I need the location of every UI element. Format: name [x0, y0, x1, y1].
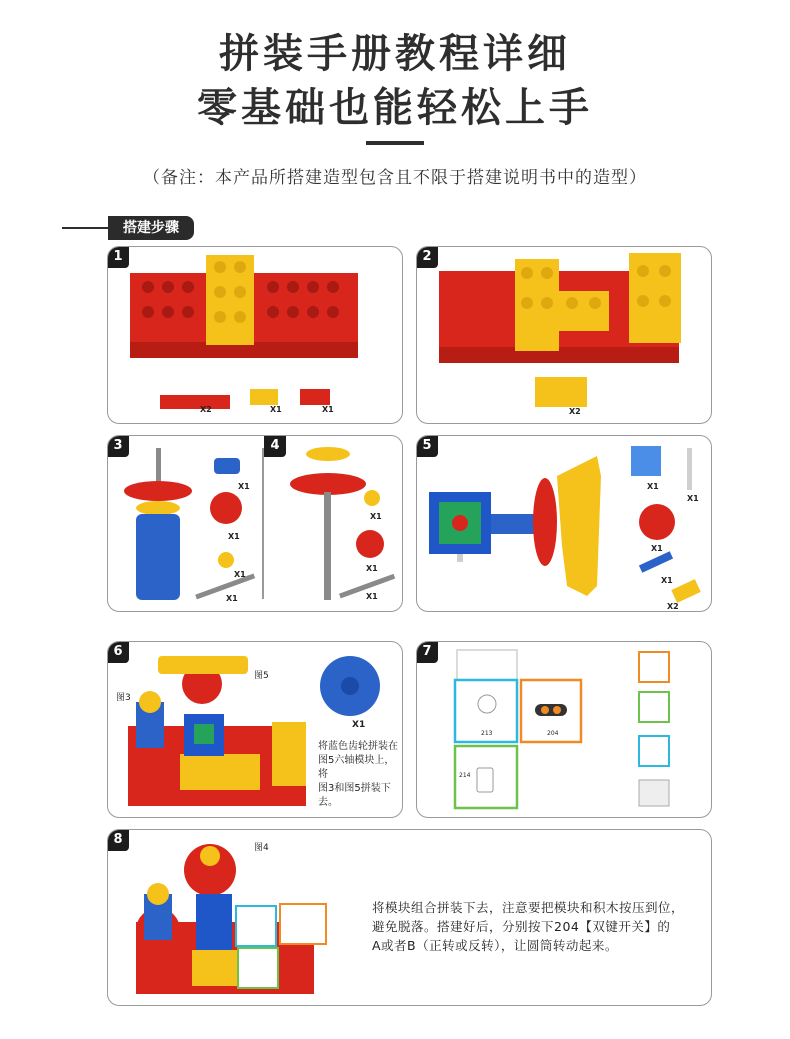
desc-line: 将模块组合拼装下去，注意要把模块和积木按压到位， [372, 900, 685, 915]
step-6-panel [107, 641, 403, 818]
step-number: 4 [264, 435, 286, 457]
step-5-qty-c: X1 [651, 544, 663, 553]
step-8-illustration [108, 830, 348, 1006]
section-line [62, 227, 110, 229]
step-8-panel [107, 829, 712, 1006]
step-5-qty-d: X1 [661, 576, 673, 585]
desc-line: 图3和图5拼装下去。 [318, 783, 391, 808]
step-2-qty: X2 [569, 407, 581, 416]
step-1-panel [107, 246, 403, 424]
step-5-panel [416, 435, 712, 612]
step-3-qty-c: X1 [234, 570, 246, 579]
step-5-qty-a: X1 [647, 482, 659, 491]
step-2-panel [416, 246, 712, 424]
step-7-code-c: 214 [459, 772, 471, 779]
step-number: 2 [416, 246, 438, 268]
step-4-qty-c: X1 [366, 592, 378, 601]
step-3-4-illustration [108, 436, 403, 612]
product-note: （备注：本产品所搭建造型包含且不限于搭建说明书中的造型） [143, 168, 647, 188]
step-number: 1 [107, 246, 129, 268]
desc-line: 避免脱落。搭建好后，分别按下204【双键开关】的 [372, 919, 671, 934]
step-4-qty-b: X1 [366, 564, 378, 573]
section-tag: 搭建步骤 [108, 216, 194, 240]
step-6-description [318, 740, 403, 810]
step-1-illustration [108, 247, 403, 424]
step-4-qty-a: X1 [370, 512, 382, 521]
step-7-code-a: 213 [481, 730, 493, 737]
desc-line: A或者B（正转或反转），让圆筒转动起来。 [372, 938, 618, 953]
step-number: 6 [107, 641, 129, 663]
step-7-panel [416, 641, 712, 818]
step-5-illustration [417, 436, 712, 612]
step-5-qty-b: X1 [687, 494, 699, 503]
step-8-fig4-label: 图4 [254, 843, 269, 853]
step-3-qty-b: X1 [228, 532, 240, 541]
step-number: 7 [416, 641, 438, 663]
step-8-description [372, 898, 708, 955]
step-3-qty-d: X1 [226, 594, 238, 603]
title-rule [366, 141, 424, 145]
step-number: 5 [416, 435, 438, 457]
step-7-illustration [417, 642, 712, 818]
step-1-qty-b: X1 [270, 405, 282, 414]
step-5-qty-e: X2 [667, 602, 679, 611]
desc-line: 图5六轴模块上，将 [318, 755, 395, 780]
step-6-fig3-label: 图3 [116, 693, 131, 703]
step-number: 8 [107, 829, 129, 851]
step-1-qty-a: X2 [200, 405, 212, 414]
step-6-fig5-label: 图5 [254, 671, 269, 681]
title-line-1: 拼装手册教程详细 [219, 31, 571, 77]
step-2-illustration [417, 247, 712, 424]
step-3-4-panel [107, 435, 403, 612]
step-7-code-b: 204 [547, 730, 559, 737]
step-1-qty-c: X1 [322, 405, 334, 414]
step-3-qty-a: X1 [238, 482, 250, 491]
step-6-qty: X1 [352, 720, 366, 730]
title-line-2: 零基础也能轻松上手 [197, 85, 593, 131]
step-number: 3 [107, 435, 129, 457]
desc-line: 将蓝色齿轮拼装在 [318, 741, 398, 752]
